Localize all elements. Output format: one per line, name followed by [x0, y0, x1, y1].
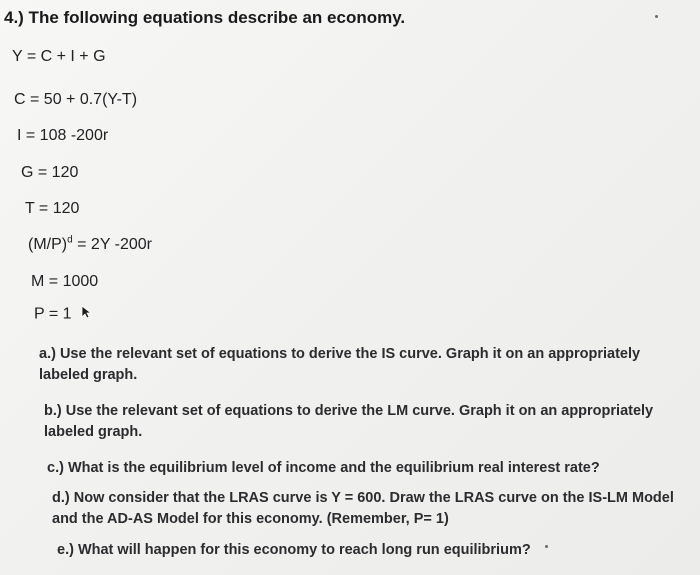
question-d: d.) Now consider that the LRAS curve is Y = 600. Draw the LRAS curve on the IS-LM Model and the AD-AS Model for this economy. (Remember, P= 1): [52, 490, 674, 527]
equation-output: Y = C + I + G: [12, 48, 106, 65]
question-c: c.) What is the equilibrium level of income and the equilibrium real interest rate?: [47, 460, 600, 476]
question-a: a.) Use the relevant set of equations to derive the IS curve. Graph it on an appropriately labeled graph.: [39, 346, 641, 383]
paper-speck: [545, 545, 548, 548]
money-demand-rhs: = 2Y -200r: [77, 236, 152, 253]
equation-taxes: T = 120: [25, 200, 80, 217]
problem-title: 4.) The following equations describe an economy.: [4, 8, 406, 27]
paper-speck: [655, 15, 658, 18]
equation-price-level-row: [34, 305, 92, 324]
money-demand-lhs: (M/P): [28, 236, 68, 253]
money-demand-superscript: d: [67, 234, 73, 246]
equation-price-level: P = 1: [34, 305, 72, 323]
equation-money-supply: M = 1000: [31, 273, 99, 290]
mouse-pointer-icon: [80, 305, 92, 324]
equation-investment: I = 108 -200r: [17, 127, 109, 144]
question-e: e.) What will happen for this economy to reach long run equilibrium?: [57, 542, 531, 558]
equation-money-demand: [28, 236, 152, 254]
question-b: b.) Use the relevant set of equations to derive the LM curve. Graph it on an appropriately labeled graph.: [44, 403, 654, 440]
equation-government: G = 120: [21, 164, 79, 181]
equation-consumption: C = 50 + 0.7(Y-T): [14, 91, 138, 108]
